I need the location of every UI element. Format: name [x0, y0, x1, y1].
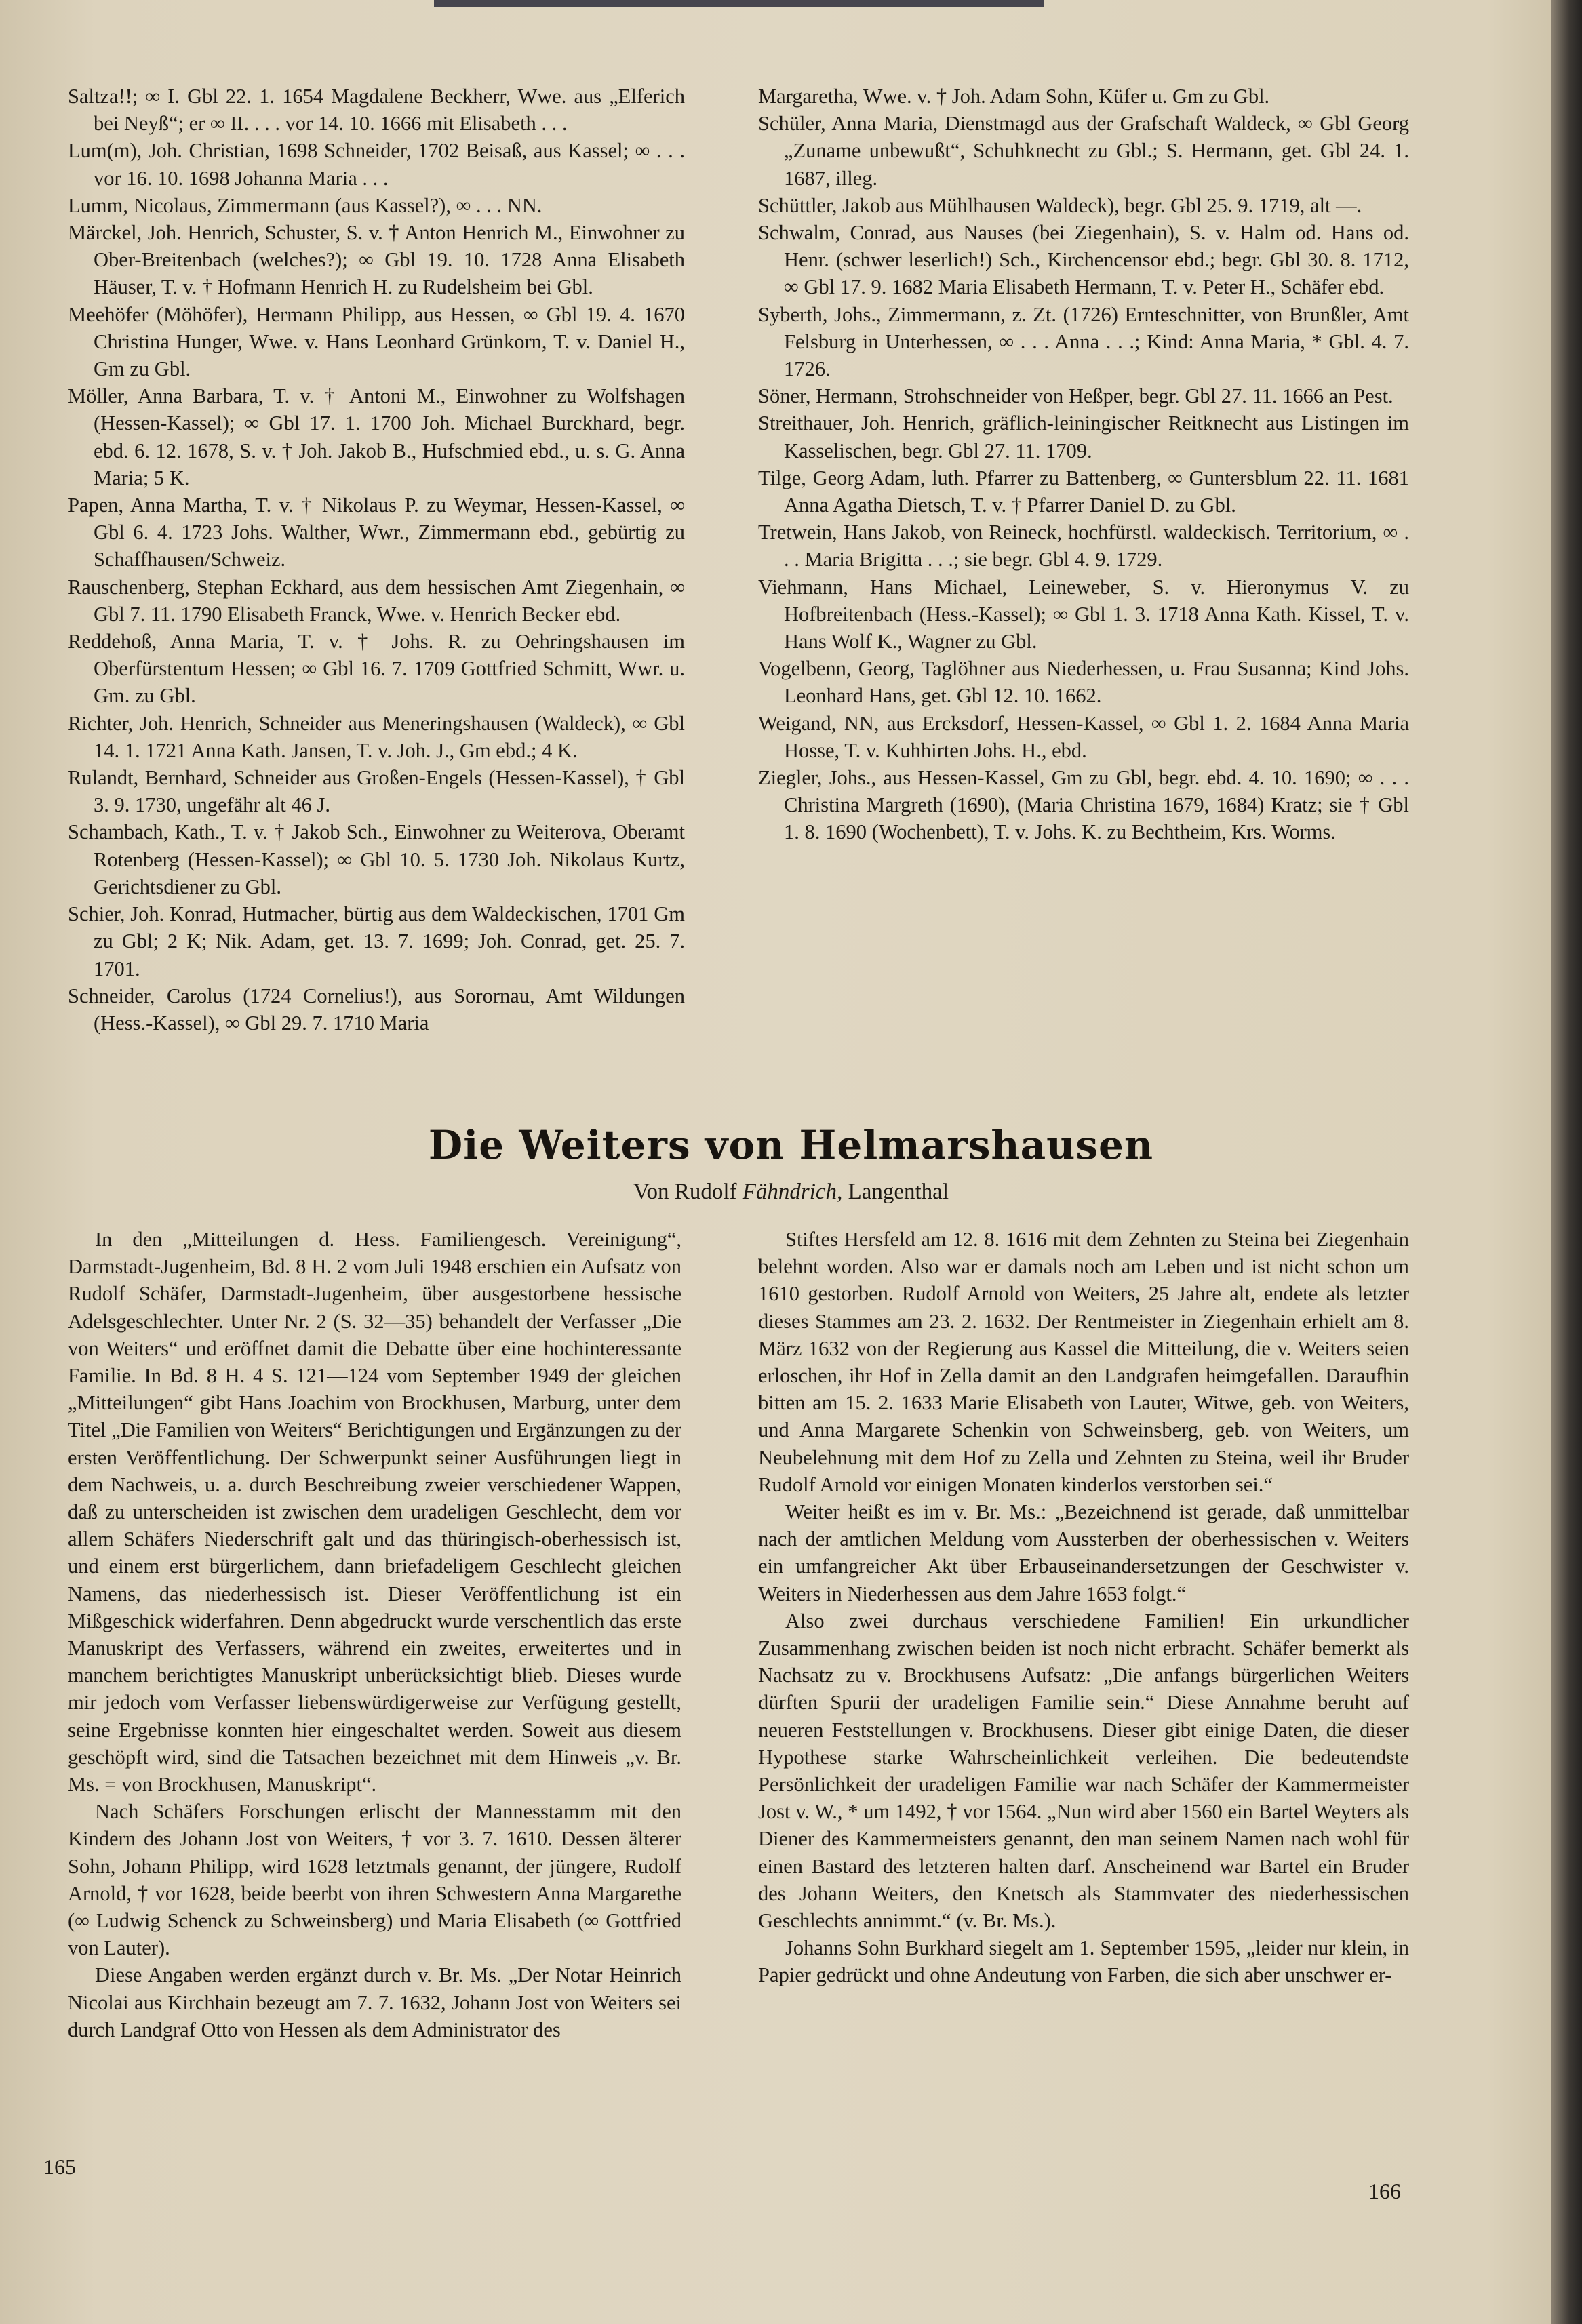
register-entry: Ziegler, Johs., aus Hessen-Kassel, Gm zu Gbl, begr. ebd. 4. 10. 1690; ∞ . . . Christina Margreth (1690), (Maria Christina 1679, 1684) Kratz; sie † Gbl 1. 8. 1690 (Wochenbett), T. v. Johs. K. zu Bechtheim, Krs. Worms. [758, 766, 1409, 844]
register-entry: Rulandt, Bernhard, Schneider aus Großen-Engels (Hessen-Kassel), † Gbl 3. 9. 1730, ungefähr alt 46 J. [68, 766, 685, 817]
register-entry: Reddehoß, Anna Maria, T. v. † Johs. R. zu Oehringshausen im Oberfürstentum Hessen; ∞ Gbl 16. 7. 1709 Gottfried Schmitt, Wwr. u. Gm. zu Gbl. [68, 630, 685, 708]
register-entry: Schier, Joh. Konrad, Hutmacher, bürtig aus dem Waldeckischen, 1701 Gm zu Gbl; 2 K; Nik. Adam, get. 13. 7. 1699; Joh. Conrad, get. 25. 7. 1701. [68, 902, 685, 980]
register-entry: Möller, Anna Barbara, T. v. † Antoni M., Einwohner zu Wolfshagen (Hessen-Kassel); ∞ Gbl 17. 1. 1700 Joh. Michael Burckhard, begr. ebd. 6. 12. 1678, S. v. † Joh. Jakob B., Hufschmied ebd., u. s. G. Anna Maria; 5 K. [68, 384, 685, 489]
register-entry: Schüttler, Jakob aus Mühlhausen Waldeck), begr. Gbl 25. 9. 1719, alt —. [758, 193, 1362, 217]
register-entry: Papen, Anna Martha, T. v. † Nikolaus P. zu Weymar, Hessen-Kassel, ∞ Gbl 6. 4. 1723 Johs. Walther, Wwr., Zimmermann ebd., gebürtig zu Schaffhausen/Schweiz. [68, 494, 685, 572]
register-entry: Söner, Hermann, Strohschneider von Heßper, begr. Gbl 27. 11. 1666 an Pest. [758, 384, 1393, 408]
register-entry: Schambach, Kath., T. v. † Jakob Sch., Einwohner zu Weiterova, Oberamt Rotenberg (Hessen-Kassel); ∞ Gbl 10. 5. 1730 Joh. Nikolaus Kurtz, Gerichtsdiener zu Gbl. [68, 820, 685, 898]
top-margin-strip [434, 0, 1044, 7]
register-entry: Syberth, Johs., Zimmermann, z. Zt. (1726) Ernteschnitter, von Brunßler, Amt Felsburg in Unterhessen, ∞ . . . Anna . . .; Kind: Anna Maria, * Gbl. 4. 7. 1726. [758, 302, 1409, 381]
article-paragraph: Johanns Sohn Burkhard siegelt am 1. September 1595, „leider nur klein, in Papier gedrückt und ohne Andeutung von Farben, die sich aber unschwer er- [758, 1936, 1409, 1987]
article-byline [0, 1180, 1582, 1205]
article-title: Die Weiters von Helmarshausen [428, 1122, 1154, 1168]
register-entry: Lum(m), Joh. Christian, 1698 Schneider, 1702 Beisaß, aus Kassel; ∞ . . . vor 16. 10. 1698 Johanna Maria . . . [68, 139, 685, 190]
register-entry: Schüler, Anna Maria, Dienstmagd aus der Grafschaft Waldeck, ∞ Gbl Georg „Zuname unbewußt“, Schuhknecht zu Gbl.; S. Hermann, get. Gbl 24. 1. 1687, illeg. [758, 112, 1409, 190]
register-entry: Streithauer, Joh. Henrich, gräflich-leiningischer Reitknecht aus Listingen im Kasselischen, begr. Gbl 27. 11. 1709. [758, 412, 1409, 462]
byline-suffix: , Langenthal [837, 1180, 949, 1204]
register-entry: Schwalm, Conrad, aus Nauses (bei Ziegenhain), S. v. Halm od. Hans od. Henr. (schwer leserlich!) Sch., Kirchencensor ebd.; begr. Gbl 30. 8. 1712, ∞ Gbl 17. 9. 1682 Maria Elisabeth Hermann, T. v. Peter H., Schäfer ebd. [758, 221, 1409, 299]
author-surname: Fähndrich [742, 1180, 837, 1204]
register-entry: Vogelbenn, Georg, Taglöhner aus Niederhessen, u. Frau Susanna; Kind Johs. Leonhard Hans, get. Gbl 12. 10. 1662. [758, 657, 1409, 708]
register-entry: Tretwein, Hans Jakob, von Reineck, hochfürstl. waldeckisch. Territorium, ∞ . . . Maria Brigitta . . .; sie begr. Gbl 4. 9. 1729. [758, 521, 1409, 572]
article-paragraph: Nach Schäfers Forschungen erlischt der Mannesstamm mit den Kindern des Johann Jost von Weiters, † vor 3. 7. 1610. Dessen älterer Sohn, Johann Philipp, wird 1628 letztmals genannt, der jüngere, Rudolf Arnold, † vor 1628, beide beerbt von ihren Schwestern Anna Margarethe (∞ Ludwig Schenck zu Schweinsberg) und Maria Elisabeth (∞ Gottfried von Lauter). [68, 1800, 681, 1960]
article-paragraph: Diese Angaben werden ergänzt durch v. Br. Ms. „Der Notar Heinrich Nicolai aus Kirchhain bezeugt am 7. 7. 1632, Johann Jost von Weiters sei durch Landgraf Otto von Hessen als dem Administrator des [68, 1963, 681, 2041]
register-entry: Meehöfer (Möhöfer), Hermann Philipp, aus Hessen, ∞ Gbl 19. 4. 1670 Christina Hunger, Wwe. v. Hans Leonhard Grünkorn, T. v. Daniel H., Gm zu Gbl. [68, 302, 685, 381]
byline-prefix: Von Rudolf [633, 1180, 743, 1204]
register-entry: Schneider, Carolus (1724 Cornelius!), aus Sorornau, Amt Wildungen (Hess.-Kassel), ∞ Gbl 29. 7. 1710 Maria [68, 984, 685, 1035]
register-entry: Rauschenberg, Stephan Eckhard, aus dem hessischen Amt Ziegenhain, ∞ Gbl 7. 11. 1790 Elisabeth Franck, Wwe. v. Henrich Becker ebd. [68, 575, 685, 626]
register-entry: Saltza!!; ∞ I. Gbl 22. 1. 1654 Magdalene Beckherr, Wwe. aus „Elferich bei Neyß“; er ∞ II. . . . vor 14. 10. 1666 mit Elisabeth . . . [68, 85, 685, 136]
register-entry: Lumm, Nicolaus, Zimmermann (aus Kassel?), ∞ . . . NN. [68, 193, 542, 217]
register-entry: Margaretha, Wwe. v. † Joh. Adam Sohn, Küfer u. Gm zu Gbl. [758, 85, 1270, 108]
article-paragraph: Also zwei durchaus verschiedene Familien! Ein urkundlicher Zusammenhang zwischen beiden ist noch nicht erbracht. Schäfer bemerkt als Nachsatz zu v. Brockhusens Aufsatz: „Die anfangs bürgerlichen Weiters dürften Spurii der uradeligen Familie sein.“ Diese Annahme beruht auf neueren Feststellungen v. Brockhusens. Dieser gibt einige Daten, die dieser Hypothese starke Wahrscheinlichkeit verleihen. Die bedeutendste Persönlichkeit der uradeligen Familie war nach Schäfer der Kammermeister Jost v. W., * um 1492, † vor 1564. „Nun wird aber 1560 ein Bartel Weyters als Diener des Kammermeisters genannt, den man seinem Namen nach wohl für einen Bastard des letzteren halten darf. Anscheinend war Bartel ein Bruder des Johann Weiters, den Knetsch als Stammvater des niederhessischen Geschlechts annimmt.“ (v. Br. Ms.). [758, 1609, 1409, 1933]
register-entry: Richter, Joh. Henrich, Schneider aus Meneringshausen (Waldeck), ∞ Gbl 14. 1. 1721 Anna Kath. Jansen, T. v. Joh. J., Gm ebd.; 4 K. [68, 711, 685, 762]
register-entry: Tilge, Georg Adam, luth. Pfarrer zu Battenberg, ∞ Guntersblum 22. 11. 1681 Anna Agatha Dietsch, T. v. † Pfarrer Daniel D. zu Gbl. [758, 466, 1409, 517]
register-entry: Viehmann, Hans Michael, Leineweber, S. v. Hieronymus V. zu Hofbreitenbach (Hess.-Kassel); ∞ Gbl 1. 3. 1718 Anna Kath. Kissel, T. v. Hans Wolf K., Wagner zu Gbl. [758, 575, 1409, 654]
article-left-column [68, 1226, 681, 2043]
top-right-column [758, 83, 1409, 846]
article-right-column [758, 1226, 1409, 1989]
page-number-left: 165 [43, 2155, 76, 2179]
page-number-right: 166 [1368, 2179, 1401, 2203]
top-left-column [68, 83, 685, 1037]
register-entry: Märckel, Joh. Henrich, Schuster, S. v. † Anton Henrich M., Einwohner zu Ober-Breitenbach (welches?); ∞ Gbl 19. 10. 1728 Anna Elisabeth Häuser, T. v. † Hofmann Henrich H. zu Rudelsheim bei Gbl. [68, 221, 685, 299]
article-paragraph: Weiter heißt es im v. Br. Ms.: „Bezeichnend ist gerade, daß unmittelbar nach der amtlichen Meldung vom Aussterben der oberhessischen v. Weiters ein umfangreicher Akt über Erbauseinandersetzungen der Geschwister v. Weiters in Niederhessen aus dem Jahre 1653 folgt.“ [758, 1500, 1409, 1605]
article-paragraph: In den „Mitteilungen d. Hess. Familiengesch. Vereinigung“, Darmstadt-Jugenheim, Bd. 8 H. 2 vom Juli 1948 erschien ein Aufsatz von Rudolf Schäfer, Darmstadt-Jugenheim, über ausgestorbene hessische Adelsgeschlechter. Unter Nr. 2 (S. 32—35) behandelt der Verfasser „Die von Weiters“ und eröffnet damit die Debatte über eine hochinteressante Familie. In Bd. 8 H. 4 S. 121—124 vom September 1949 der gleichen „Mitteilungen“ gibt Hans Joachim von Brockhusen, Marburg, unter dem Titel „Die Familien von Weiters“ Berichtigungen und Ergänzungen zu der ersten Veröffentlichung. Der Schwerpunkt seiner Ausführungen liegt in dem Nachweis, u. a. durch Beschreibung zweier verschiedener Wappen, daß zu unterscheiden ist zwischen dem uradeligen Geschlecht, dem vor allem Schäfers Niederschrift galt und das thüringisch-oberhessisch ist, und einem erst bürgerlichem, dann briefadeligem Geschlecht gleichen Namens, das niederhessisch ist. Dieser Veröffentlichung ist ein Mißgeschick widerfahren. Denn abgedruckt wurde verschentlich das erste Manuskript des Verfassers, während ein zweites, erweitertes und in manchem berichtigtes Manuskript unberücksichtigt blieb. Dieses wurde mir jedoch vom Verfasser liebenswürdigerweise zur Verfügung gestellt, seine Ergebnisse konnten hier eingeschaltet werden. Soweit aus diesem geschöpft wird, sind die Tatsachen bezeichnet mit dem Hinweis „v. Br. Ms. = von Brockhusen, Manuskript“. [68, 1228, 681, 1797]
register-entry: Weigand, NN, aus Ercksdorf, Hessen-Kassel, ∞ Gbl 1. 2. 1684 Anna Maria Hosse, T. v. Kuhhirten Johs. H., ebd. [758, 711, 1409, 762]
article-paragraph: Stiftes Hersfeld am 12. 8. 1616 mit dem Zehnten zu Steina bei Ziegenhain belehnt worden. Also war er damals noch am Leben und ist nicht schon um 1610 gestorben. Rudolf Arnold von Weiters, 25 Jahre alt, endete als letzter dieses Stammes am 23. 2. 1632. Der Rentmeister in Ziegenhain erhielt am 8. März 1632 von der Regierung aus Kassel die Mitteilung, die v. Weiters seien erloschen, ihr Hof in Zella damit an den Landgrafen heimgefallen. Daraufhin bitten am 15. 2. 1633 Marie Elisabeth von Lauter, Witwe, geb. von Weiters, und Anna Margarete Schenkin von Schweinsberg, geb. von Weiters, um Neubelehnung mit dem Hof zu Zella und Zehnten zu Steina, weil ihr Bruder Rudolf Arnold vor einigen Monaten kinderlos verstorben sei.“ [758, 1228, 1409, 1496]
